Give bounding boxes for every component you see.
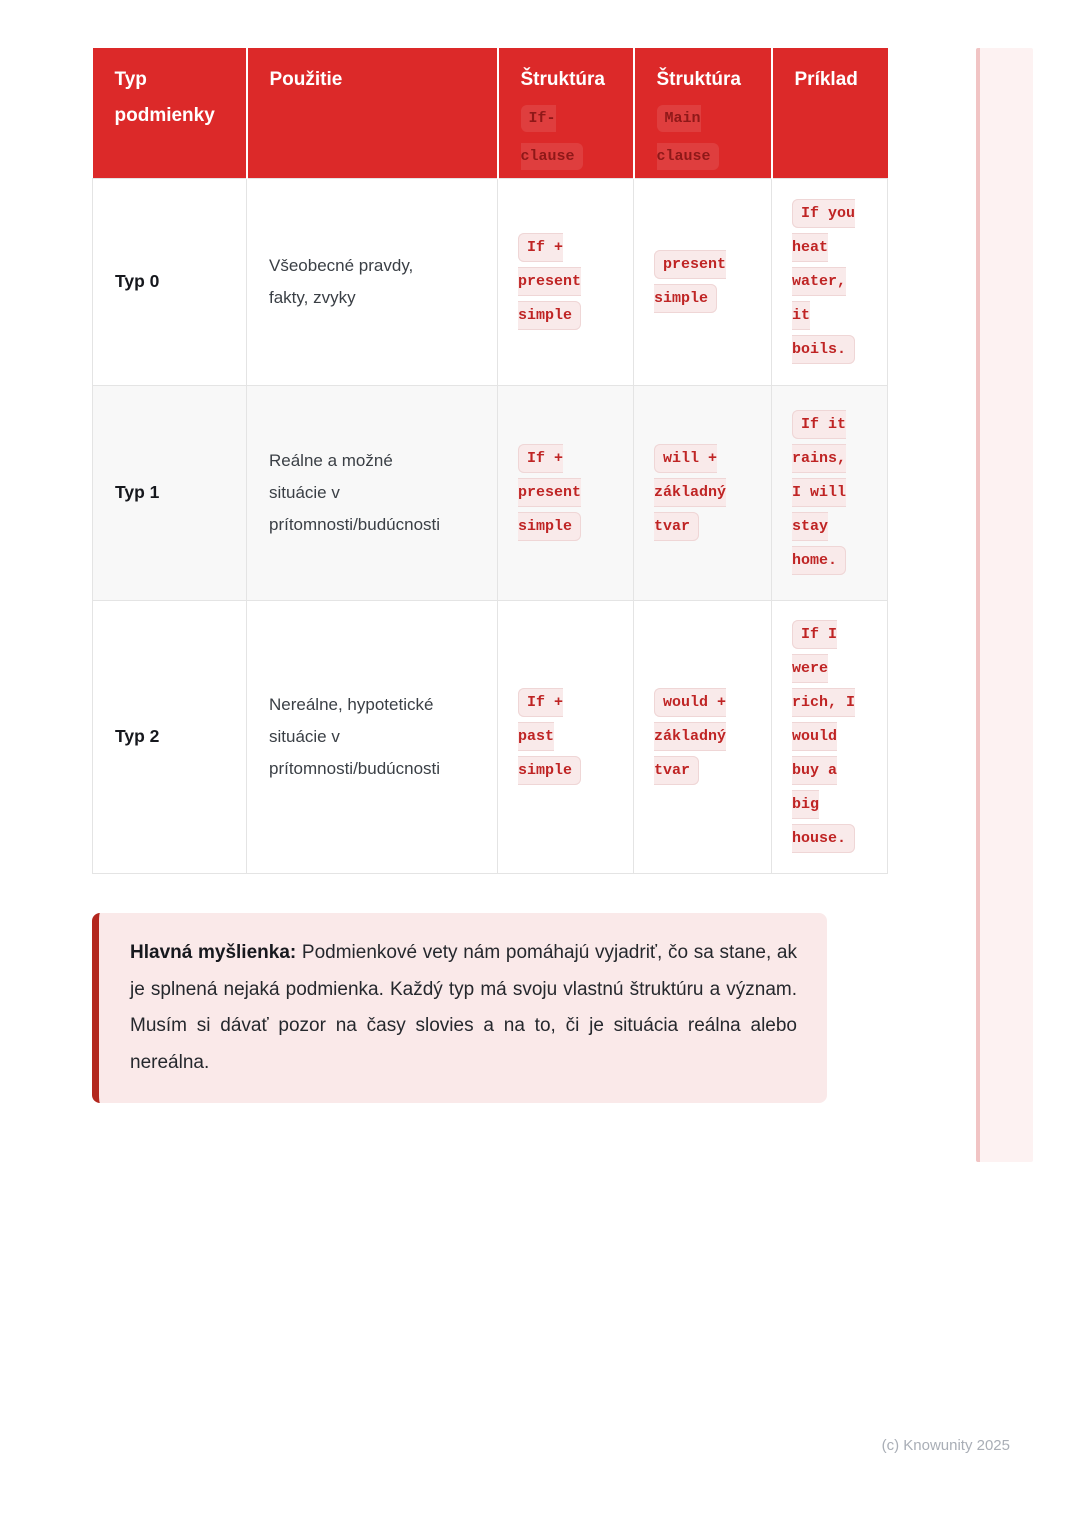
header-row [93, 48, 888, 178]
type-label: Typ 1 [115, 482, 160, 502]
cell-type [93, 385, 247, 600]
main-clause-code-badge: present simple [654, 250, 726, 313]
cell-main-clause [634, 600, 772, 873]
example-code-badge: If you heat water, it boils. [792, 199, 855, 364]
use-text: Všeobecné pravdy, fakty, zvyky [269, 255, 414, 307]
callout-title: Hlavná myšlienka: [130, 942, 297, 963]
table-row [93, 600, 888, 873]
main-clause-code-badge: would + základný tvar [654, 688, 726, 785]
header-label: Použitie [269, 69, 343, 90]
example-code-badge: If I were rich, I would buy a big house. [792, 620, 855, 853]
table-row [93, 178, 888, 385]
header-cell-priklad [772, 48, 888, 178]
header-code-wrap [657, 99, 733, 175]
cell-example [772, 178, 888, 385]
cell-main-clause [634, 385, 772, 600]
header-cell-struktura-main [634, 48, 772, 178]
cell-main-clause [634, 178, 772, 385]
copyright-notice: (c) Knowunity 2025 [881, 1437, 1010, 1454]
if-clause-code-badge: If + present simple [518, 233, 581, 330]
conditionals-table [92, 48, 888, 874]
header-label: Príklad [794, 69, 858, 90]
cell-type [93, 178, 247, 385]
main-clause-code-badge: will + základný tvar [654, 444, 726, 541]
header-cell-pouzitie [247, 48, 498, 178]
cell-example [772, 600, 888, 873]
header-code-wrap [521, 99, 597, 175]
table-row [93, 385, 888, 600]
header-cell-struktura-if [498, 48, 634, 178]
type-label: Typ 0 [115, 271, 160, 291]
header-label: Typ podmienky [114, 69, 215, 126]
key-idea-callout [92, 913, 827, 1103]
cell-use [247, 385, 498, 600]
table-header [93, 48, 888, 178]
header-label: Štruktúra [520, 69, 605, 90]
cell-if-clause [498, 600, 634, 873]
header-label: Štruktúra [656, 69, 741, 90]
page-edge-stripe [976, 48, 1033, 1162]
cell-type [93, 600, 247, 873]
cell-example [772, 385, 888, 600]
if-clause-code-badge: If + present simple [518, 444, 581, 541]
if-clause-code-badge: If-clause [521, 105, 583, 170]
if-clause-code-badge: If + past simple [518, 688, 581, 785]
use-text: Nereálne, hypotetické situácie v prítomnosti/budúcnosti [269, 694, 441, 778]
cell-use [247, 600, 498, 873]
header-cell-typ-podmienky [93, 48, 247, 178]
cell-use [247, 178, 498, 385]
example-code-badge: If it rains, I will stay home. [792, 410, 846, 575]
main-clause-code-badge: Main clause [657, 105, 719, 170]
use-text: Reálne a možné situácie v prítomnosti/budúcnosti [269, 450, 441, 534]
type-label: Typ 2 [115, 726, 160, 746]
callout-text: Podmienkové vety nám pomáhajú vyjadriť, čo sa stane, ak je splnená nejaká podmienka. Každý typ má svoju vlastnú štruktúru a význam. Musím si dávať pozor na časy slovies a na to, či je situácia reálna alebo nereálna. [130, 942, 798, 1073]
table-body [93, 178, 888, 873]
cell-if-clause [498, 178, 634, 385]
cell-if-clause [498, 385, 634, 600]
